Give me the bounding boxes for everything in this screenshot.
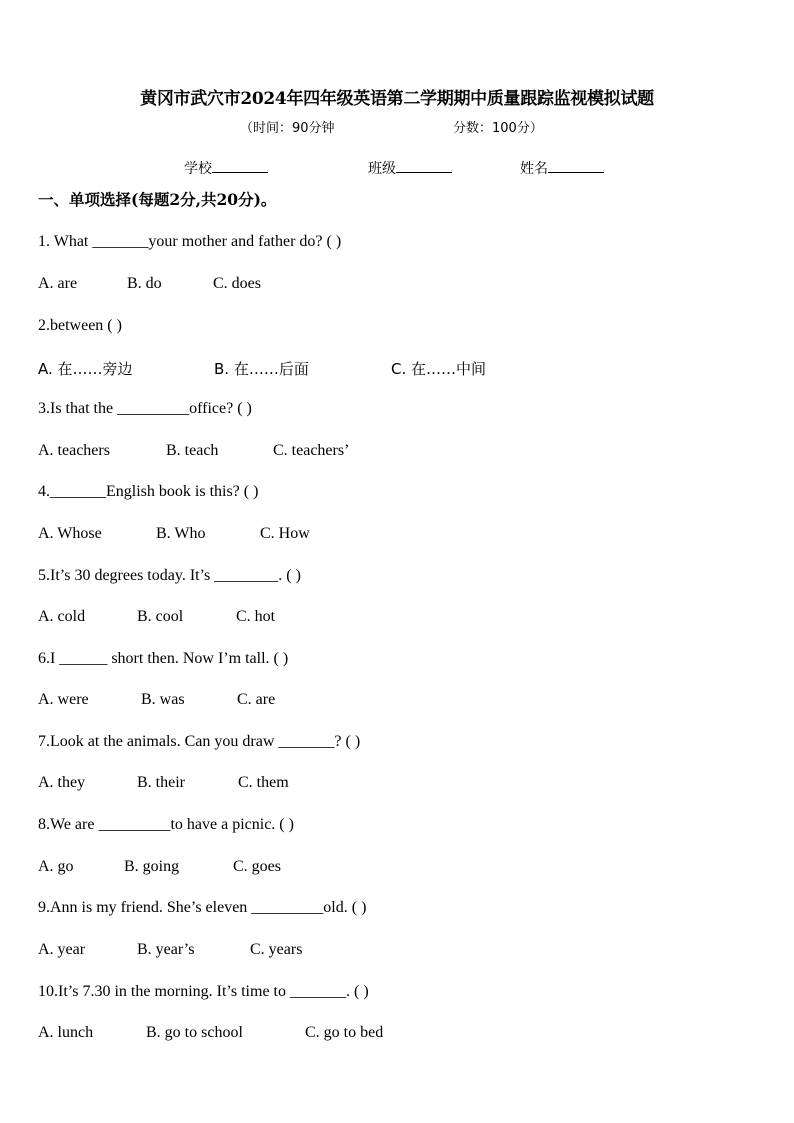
option-c: C. How [260, 525, 310, 542]
class-blank[interactable] [396, 158, 452, 173]
exam-time: （时间：90分钟 [240, 121, 335, 136]
option-a: A. lunch [38, 1024, 94, 1041]
option-b: B. Who [156, 525, 206, 542]
question-9: 9.Ann is my friend. She’s eleven _________old. ( ) [38, 899, 367, 916]
option-c: C. go to bed [305, 1024, 384, 1041]
option-b: B. teach [166, 442, 219, 459]
name-field [520, 158, 604, 178]
question-7: 7.Look at the animals. Can you draw _______? ( ) [38, 733, 361, 750]
option-b: B. was [141, 691, 185, 708]
option-b: B. year’s [137, 941, 195, 958]
option-b: B. their [137, 774, 185, 791]
option-c: C. does [213, 275, 261, 292]
question-2: 2.between ( ) [38, 317, 122, 334]
exam-title: 黄冈市武穴市2024年四年级英语第二学期期中质量跟踪监视模拟试题 [140, 89, 654, 109]
question-6: 6.I ______ short then. Now I’m tall. ( ) [38, 650, 289, 667]
question-5: 5.It’s 30 degrees today. It’s ________. ( ) [38, 567, 301, 584]
option-a: A. Whose [38, 525, 102, 542]
exam-score: 分数：100分） [453, 121, 543, 136]
option-b: B. cool [137, 608, 184, 625]
option-c: C. them [238, 774, 289, 791]
option-a: A. cold [38, 608, 86, 625]
option-c: C. are [237, 691, 276, 708]
option-b: B. go to school [146, 1024, 243, 1041]
name-label: 姓名 [520, 161, 548, 177]
school-blank[interactable] [212, 158, 268, 173]
question-1: 1. What _______your mother and father do? ( ) [38, 233, 342, 250]
school-field [184, 158, 268, 178]
section-heading: 一、单项选择(每题2分,共20分)。 [38, 190, 277, 209]
question-8: 8.We are _________to have a picnic. ( ) [38, 816, 294, 833]
option-a: A. were [38, 691, 89, 708]
class-label: 班级 [368, 161, 396, 177]
class-field [368, 158, 452, 178]
option-a: A. they [38, 774, 86, 791]
option-c: C. years [250, 941, 303, 958]
option-a: A. 在……旁边 [38, 360, 133, 378]
option-b: B. 在……后面 [214, 360, 309, 378]
option-b: B. do [127, 275, 162, 292]
question-4: 4._______English book is this? ( ) [38, 483, 259, 500]
option-a: A. teachers [38, 442, 110, 459]
name-blank[interactable] [548, 158, 604, 173]
option-c: C. teachers’ [273, 442, 350, 459]
school-label: 学校 [184, 161, 212, 177]
option-a: A. go [38, 858, 74, 875]
option-a: A. are [38, 275, 78, 292]
option-c: C. hot [236, 608, 276, 625]
option-a: A. year [38, 941, 86, 958]
option-c: C. goes [233, 858, 281, 875]
question-10: 10.It’s 7.30 in the morning. It’s time to _______. ( ) [38, 983, 369, 1000]
option-b: B. going [124, 858, 180, 875]
question-3: 3.Is that the _________office? ( ) [38, 400, 252, 417]
option-c: C. 在……中间 [391, 360, 487, 378]
